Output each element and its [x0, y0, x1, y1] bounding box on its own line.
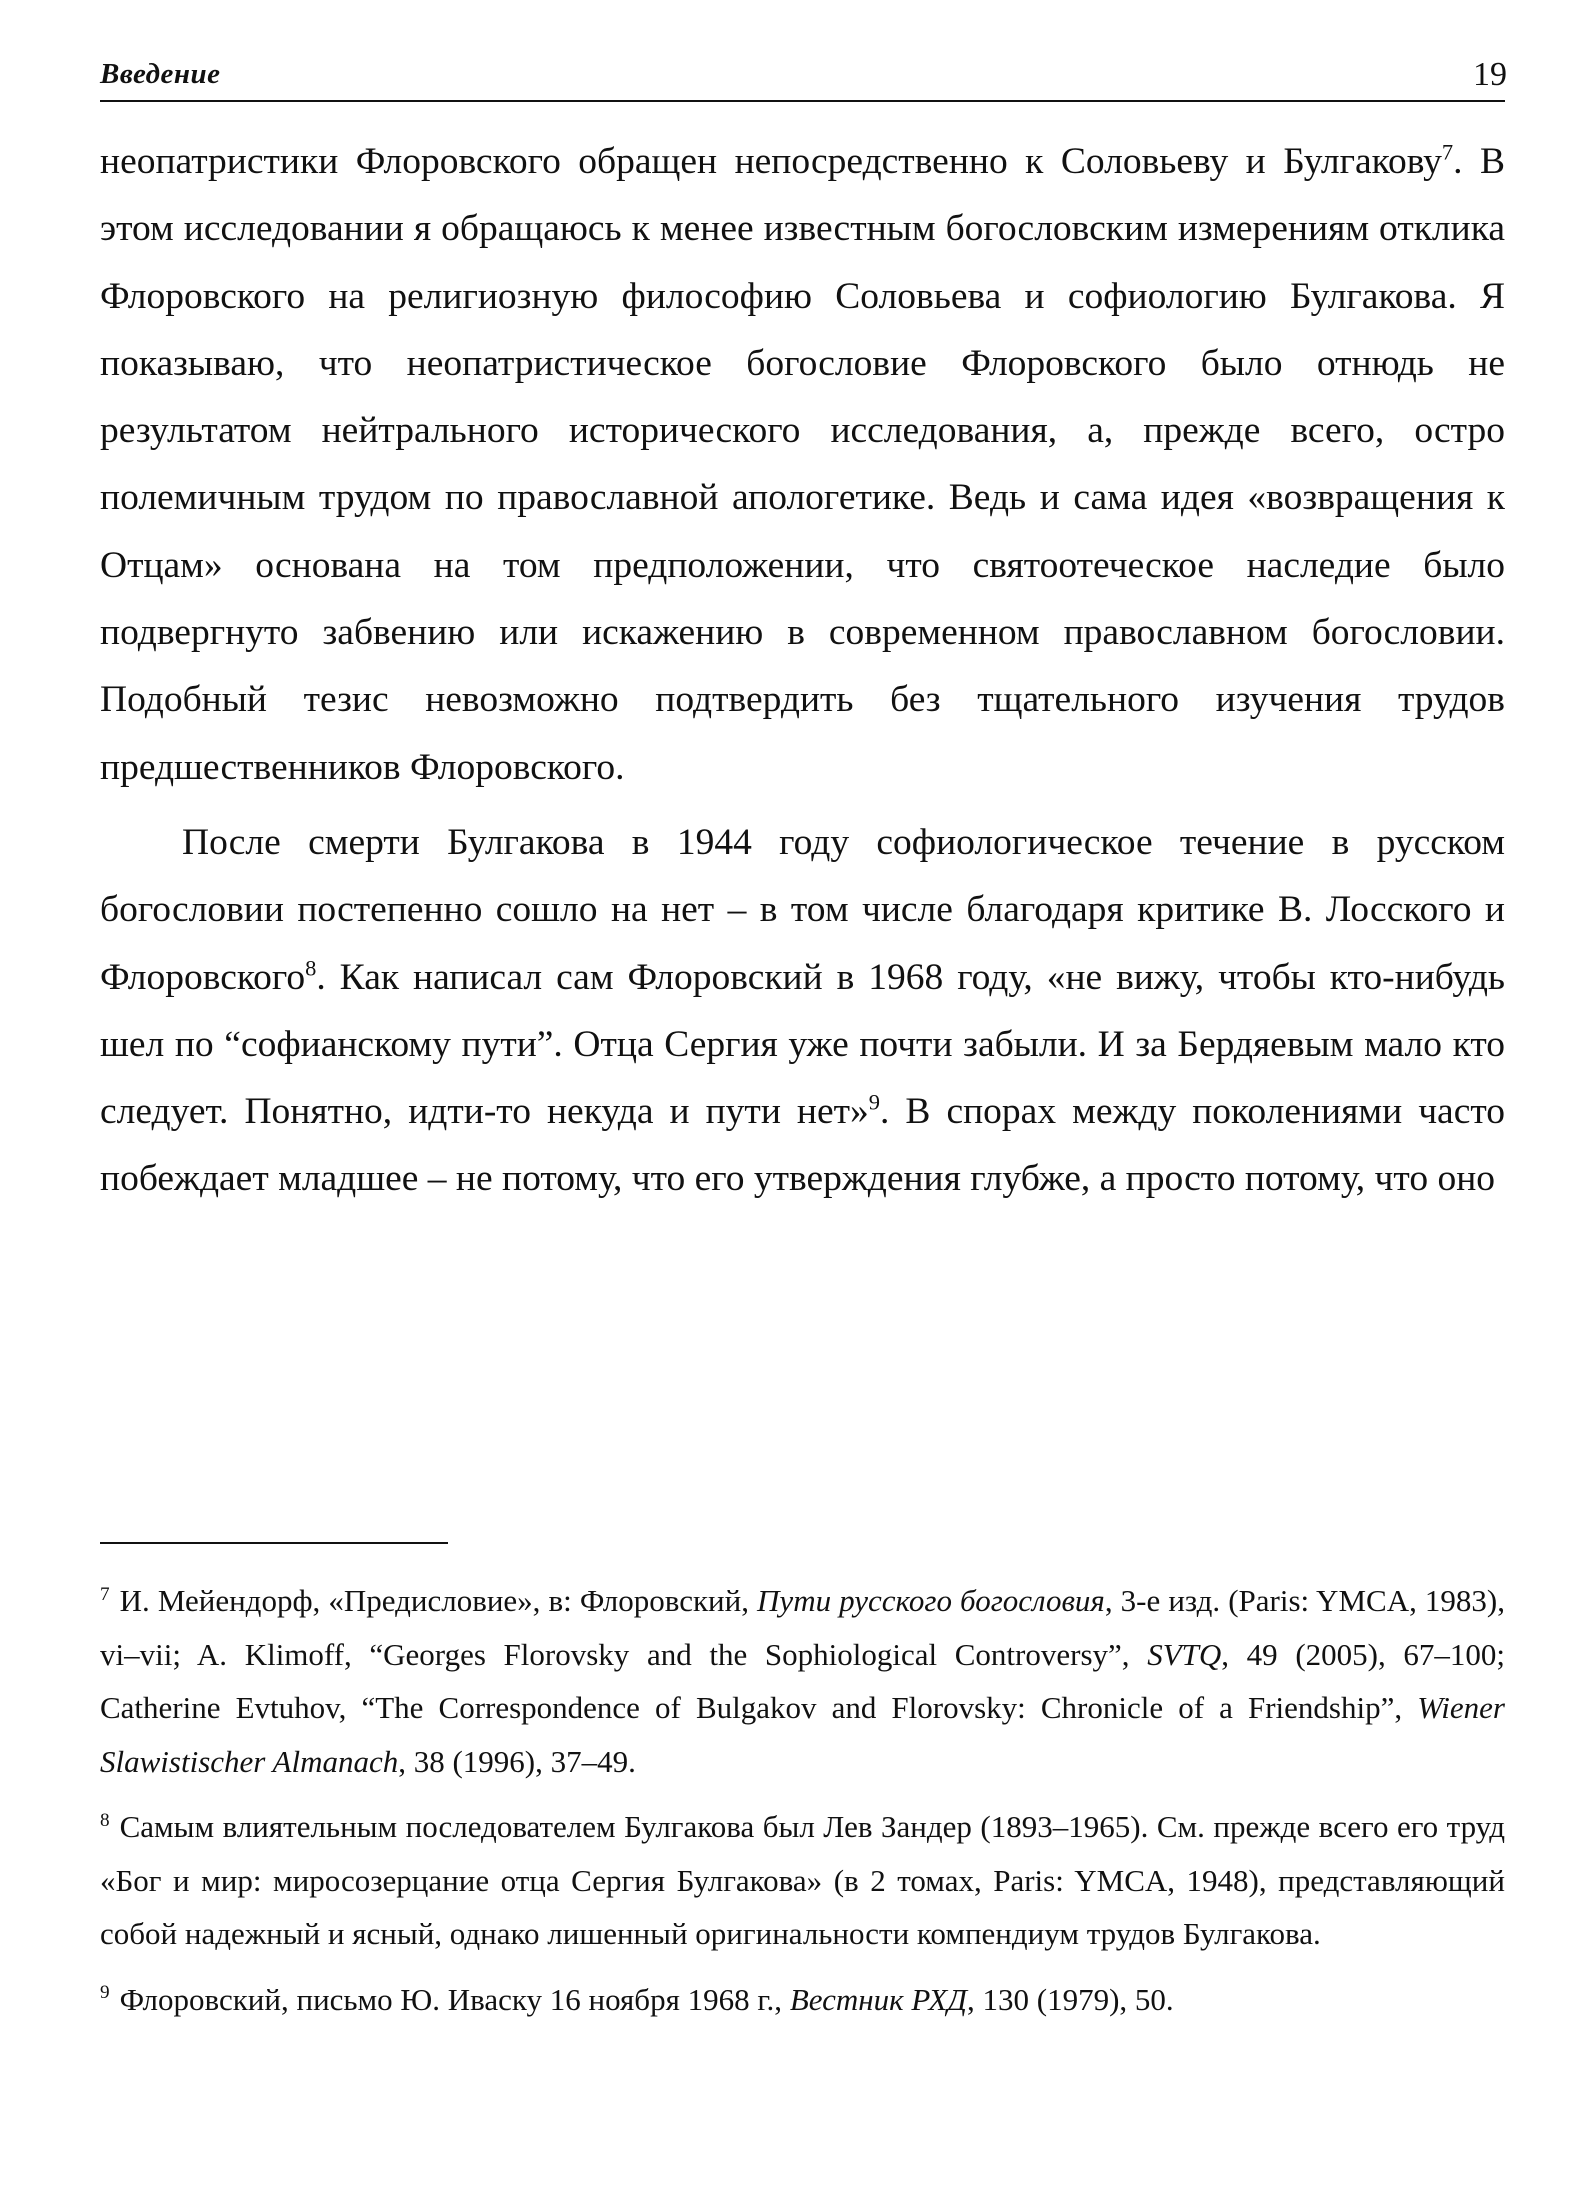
footnote-mark: 8 — [100, 1809, 110, 1831]
footnote-text: Флоровский, письмо Ю. Иваску 16 ноября 1968 г., — [119, 1981, 790, 2017]
paragraph-2-text-b: . Как написал сам Флоровский в 1968 году, «не вижу, чтобы кто-нибудь шел по “софианскому пути”. Отца Сергия уже почти забыли. И за Бердяевым мало кто следует. Понятно, идти-то некуда и пути нет» — [100, 956, 1505, 1133]
paragraph-2-text-c: . В спорах между поколениями часто побеждает младшее – не потому, что его утверждения глубже, а просто потому, что оно — [100, 1091, 1505, 1200]
running-head — [100, 52, 1505, 102]
paragraph-1 — [100, 128, 1505, 801]
footnote-italic: Пути русского богословия — [757, 1583, 1105, 1618]
footnote-text: , 49 (2005), 67–100; Catherine Evtuhov, “The Correspondence of Bulgakov and Florovsky: Chronicle of a Friendship”, — [100, 1636, 1505, 1725]
footnote-9 — [100, 1973, 1505, 2027]
footnote-text: Самым влиятельным последователем Булгакова был Лев Зандер (1893–1965). См. прежде всего его труд «Бог и мир: миросозерцание отца Сергия Булгакова» (в 2 томах, Paris: YMCA, 1948), представляющий собой надежный и ясный, однако лишенный оригинальности компендиум трудов Булгакова. — [100, 1809, 1505, 1951]
footnote-italic: Wiener Slawistischer Almanach — [100, 1690, 1505, 1779]
footnote-mark: 7 — [100, 1583, 110, 1605]
footnote-text: , 38 (1996), 37–49. — [398, 1743, 636, 1779]
footnote-ref-7: 7 — [1441, 139, 1454, 165]
paragraph-2-text-a: После смерти Булгакова в 1944 году софиологическое течение в русском богословии постепенно сошло на нет – в том числе благодаря критике В. Лосского и Флоровского — [100, 821, 1505, 998]
footnote-ref-9: 9 — [868, 1089, 881, 1115]
chapter-title: Введение — [100, 58, 221, 90]
paragraph-2 — [100, 809, 1505, 1213]
footnotes — [100, 1574, 1505, 2038]
footnote-8 — [100, 1800, 1505, 1961]
footnote-mark: 9 — [100, 1982, 110, 2004]
footnote-italic: Вестник РХД — [789, 1981, 968, 2017]
footnote-text: , 130 (1979), 50. — [967, 1981, 1174, 2017]
footnote-italic: SVTQ — [1147, 1636, 1222, 1672]
footnote-text: , 3-е изд. (Paris: YMCA, 1983), vi–vii; A. Klimoff, “Georges Florovsky and the Sophiological Controversy”, — [100, 1583, 1505, 1672]
paragraph-1-text-a: неопатристики Флоровского обращен непосредственно к Соловьеву и Булгакову — [100, 141, 1442, 182]
footnote-7 — [100, 1574, 1505, 1788]
main-text — [100, 128, 1505, 1213]
footnote-ref-8: 8 — [305, 955, 317, 981]
footnote-text: И. Мейендорф, «Предисловие», в: Флоровский, — [119, 1583, 758, 1618]
page-number: 19 — [1473, 56, 1507, 93]
footnote-separator — [100, 1542, 448, 1544]
paragraph-1-text-b: . В этом исследовании я обращаюсь к менее известным богословским измерениям отклика Флоровского на религиозную философию Соловьева и софиологию Булгакова. Я показываю, что неопатристическое богословие Флоровского было отнюдь не результатом нейтрального исторического исследования, а, прежде всего, остро полемичным трудом по православной апологетике. Ведь и сама идея «возвращения к Отцам» основана на том предположении, что святоотеческое наследие было подвергнуто забвению или искажению в современном православном богословии. Подобный тезис невозможно подтвердить без тщательного изучения трудов предшественников Флоровского. — [100, 141, 1505, 788]
